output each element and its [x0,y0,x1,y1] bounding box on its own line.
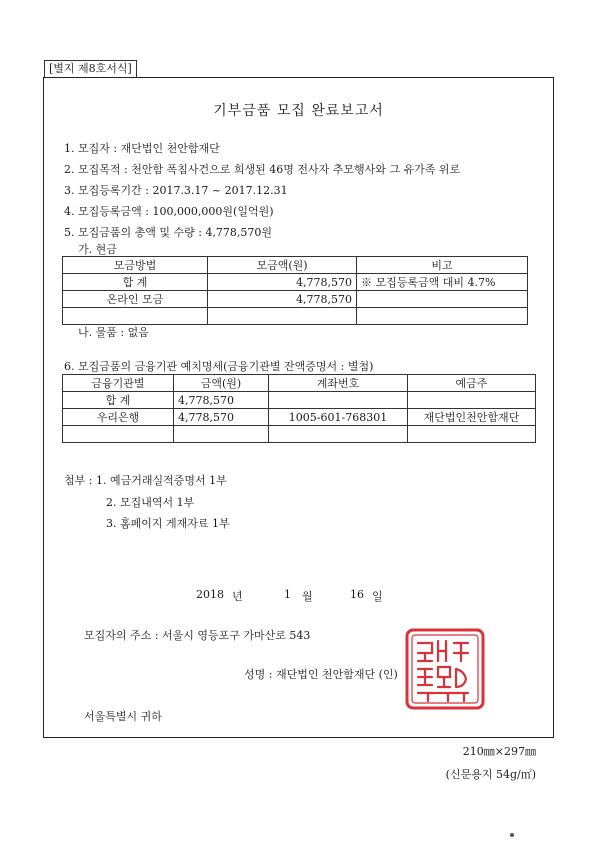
header-method: 모금방법 [63,257,208,274]
item-purpose: 2. 모집목적 : 천안함 폭침사건으로 희생된 46명 전사자 추모행사와 그 유가족 위로 [64,163,461,176]
recipient: 서울특별시 귀하 [84,710,162,723]
cell-note [357,291,528,308]
organizer-signature: 성명 : 재단법인 천안함재단 (인) [244,668,398,681]
header-bank: 금융기관별 [63,375,174,392]
table-row [63,308,528,325]
header-note: 비고 [357,257,528,274]
document-title: 기부금품 모집 완료보고서 [213,103,384,119]
cell-amount [174,426,269,443]
item-target-amount: 4. 모집등록금액 : 100,000,000원(일억원) [64,205,274,218]
item-organizer: 1. 모집자 : 재단법인 천안함재단 [64,142,220,155]
paper-type-note: (신문용지 54g/㎡) [445,768,536,781]
cell-bank [63,426,174,443]
form-number-tag: [별지 제8호서식] [44,60,137,78]
cell-note [357,308,528,325]
table-row [63,274,528,291]
cell-method: 합 계 [63,274,208,291]
table-row [63,409,536,426]
attachment-2: 2. 모집내역서 1부 [106,496,195,509]
cell-account [269,392,408,409]
header-holder: 예금주 [408,375,536,392]
cash-table [62,256,528,325]
official-seal-stamp [404,627,486,711]
cell-note: ※ 모집등록금액 대비 4.7% [357,274,528,291]
goods-line: 나. 물품 : 없음 [78,326,149,339]
table-header-row [63,257,528,274]
header-account: 계좌번호 [269,375,408,392]
cell-amount: 4,778,570 [174,409,269,426]
header-amount: 모금액(원) [208,257,357,274]
table-row [63,392,536,409]
date-month: 1 [284,588,291,601]
cell-account [269,426,408,443]
table-header-row [63,375,536,392]
cash-heading: 가. 현금 [78,243,117,256]
cell-amount: 4,778,570 [208,291,357,308]
cell-holder [408,392,536,409]
cell-bank: 합 계 [63,392,174,409]
item-total-amount: 5. 모집금품의 총액 및 수량 : 4,778,570원 [64,226,273,239]
organizer-address: 모집자의 주소 : 서울시 영등포구 가마산로 543 [84,629,311,642]
cell-method [63,308,208,325]
table-row [63,291,528,308]
deposit-heading: 6. 모집금품의 금융기관 예치명세(금융기관별 잔액증명서 : 별첨) [64,360,374,373]
cell-amount: 4,778,570 [174,392,269,409]
stray-mark [510,833,514,837]
date-day-unit: 일 [372,590,383,603]
item-period: 3. 모집등록기간 : 2017.3.17 ~ 2017.12.31 [64,184,288,197]
cell-amount: 4,778,570 [208,274,357,291]
date-year: 2018 [196,588,224,601]
cell-account: 1005-601-768301 [269,409,408,426]
cell-holder [408,426,536,443]
date-month-unit: 월 [302,590,313,603]
cell-holder: 재단법인천안함재단 [408,409,536,426]
paper-size-note: 210㎜×297㎜ [462,745,536,758]
attachment-3: 3. 홈페이지 게재자료 1부 [106,517,230,530]
date-year-unit: 년 [232,590,243,603]
cell-bank: 우리은행 [63,409,174,426]
cell-method: 온라인 모금 [63,291,208,308]
attachment-1: 첨부 : 1. 예금거래실적증명서 1부 [64,474,227,487]
header-amount: 금액(원) [174,375,269,392]
table-row [63,426,536,443]
deposit-table [62,374,536,443]
cell-amount [208,308,357,325]
date-day: 16 [350,588,364,601]
